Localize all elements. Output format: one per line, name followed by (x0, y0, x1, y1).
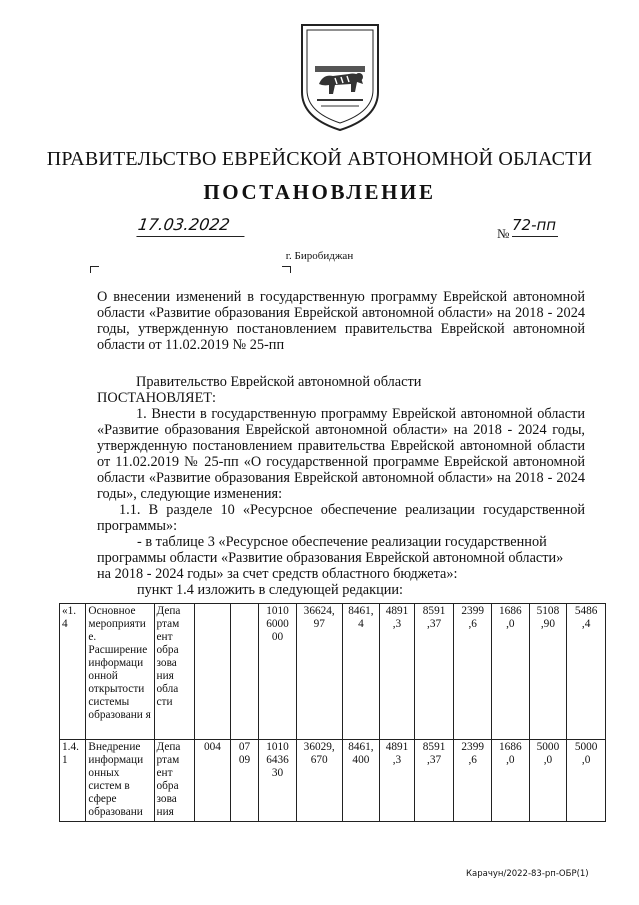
table-cell: 36624, 97 (296, 604, 342, 740)
table-cell: 2399 ,6 (454, 740, 492, 822)
table-cell: Внедрение информаци онных систем в сфере образовани (86, 740, 154, 822)
table-cell: 1.4. 1 (60, 740, 86, 822)
table-cell: 4891 ,3 (380, 604, 415, 740)
document-number: 72-пп (512, 214, 558, 237)
body-paragraph-4: пункт 1.4 изложить в следующей редакции: (137, 582, 404, 598)
document-date: 17.03.2022 (136, 214, 247, 237)
document-type: ПОСТАНОВЛЕНИЕ (203, 180, 436, 204)
table-cell: 8591 ,37 (414, 740, 454, 822)
table-cell: 5108 ,90 (529, 604, 567, 740)
coat-of-arms-icon (299, 22, 381, 134)
table-cell: 4891 ,3 (380, 740, 415, 822)
table-row (60, 604, 606, 740)
table-cell: 2399 ,6 (454, 604, 492, 740)
table-cell: 8461, 4 (342, 604, 380, 740)
table-row (60, 740, 606, 822)
resource-table (59, 603, 606, 822)
city: г. Биробиджан (285, 250, 354, 262)
body-line-government: Правительство Еврейской автономной области (136, 374, 422, 390)
table-cell: 36029, 670 (296, 740, 342, 822)
table-cell: Депа ртам ент обра зова ния обла сти (154, 604, 195, 740)
document-subject: О внесении изменений в государственную программу Еврейской автономной области «Развитие образования Еврейской автономной области» на 2018 - 2024 годы, утвержденную постановлением правительства Еврейской автономной области от 11.02.2019 № 25-пп (97, 289, 585, 353)
table-cell: «1. 4 (60, 604, 86, 740)
body-paragraph-2: 1.1. В разделе 10 «Ресурсное обеспечение реализации государственной программы»: (97, 502, 585, 534)
body-line-resolves: ПОСТАНОВЛЯЕТ: (97, 390, 217, 406)
body-paragraph-3c: на 2018 - 2024 годы» за счет средств областного бюджета»: (97, 566, 458, 582)
table-cell: 004 (195, 740, 231, 822)
table-cell: Депа ртам ент обра зова ния (154, 740, 195, 822)
table-cell: 8461, 400 (342, 740, 380, 822)
table-cell: 8591 ,37 (414, 604, 454, 740)
table-cell: 1010 6000 00 (259, 604, 297, 740)
table-cell: Основное мероприяти е. Расширение информаци онной открытости системы образовани я (86, 604, 154, 740)
corner-mark-left (90, 266, 99, 273)
government-title: ПРАВИТЕЛЬСТВО ЕВРЕЙСКОЙ АВТОНОМНОЙ ОБЛАСТИ (46, 148, 593, 170)
body-paragraph-1: 1. Внести в государственную программу Еврейской автономной области «Развитие образования Еврейской автономной области» на 2018 - 2024 годы, утвержденную постановлением правительства Еврейской автономной области от 11.02.2019 № 25-пп «О государственной программе Еврейской автономной области «Развитие образования Еврейской автономной области» на 2018 - 2024 годы», следующие изменения: (97, 406, 585, 502)
table-cell (230, 604, 258, 740)
table-cell: 1010 6436 30 (259, 740, 297, 822)
table-cell: 1686 ,0 (492, 740, 530, 822)
table-cell (195, 604, 231, 740)
footer-reference: Карачун/2022-83-pп-ОБР(1) (466, 869, 589, 879)
table-cell: 5000 ,0 (529, 740, 567, 822)
table-cell: 1686 ,0 (492, 604, 530, 740)
table-cell: 07 09 (230, 740, 258, 822)
table-cell: 5486 ,4 (567, 604, 606, 740)
corner-mark-right (282, 266, 291, 273)
number-label: № (497, 226, 510, 241)
body-paragraph-3b: программы области «Развитие образования Еврейской автономной области» (97, 550, 564, 566)
table-cell: 5000 ,0 (567, 740, 606, 822)
document-body (97, 374, 585, 598)
body-paragraph-3a: - в таблице 3 «Ресурсное обеспечение реализации государственной (137, 534, 547, 550)
